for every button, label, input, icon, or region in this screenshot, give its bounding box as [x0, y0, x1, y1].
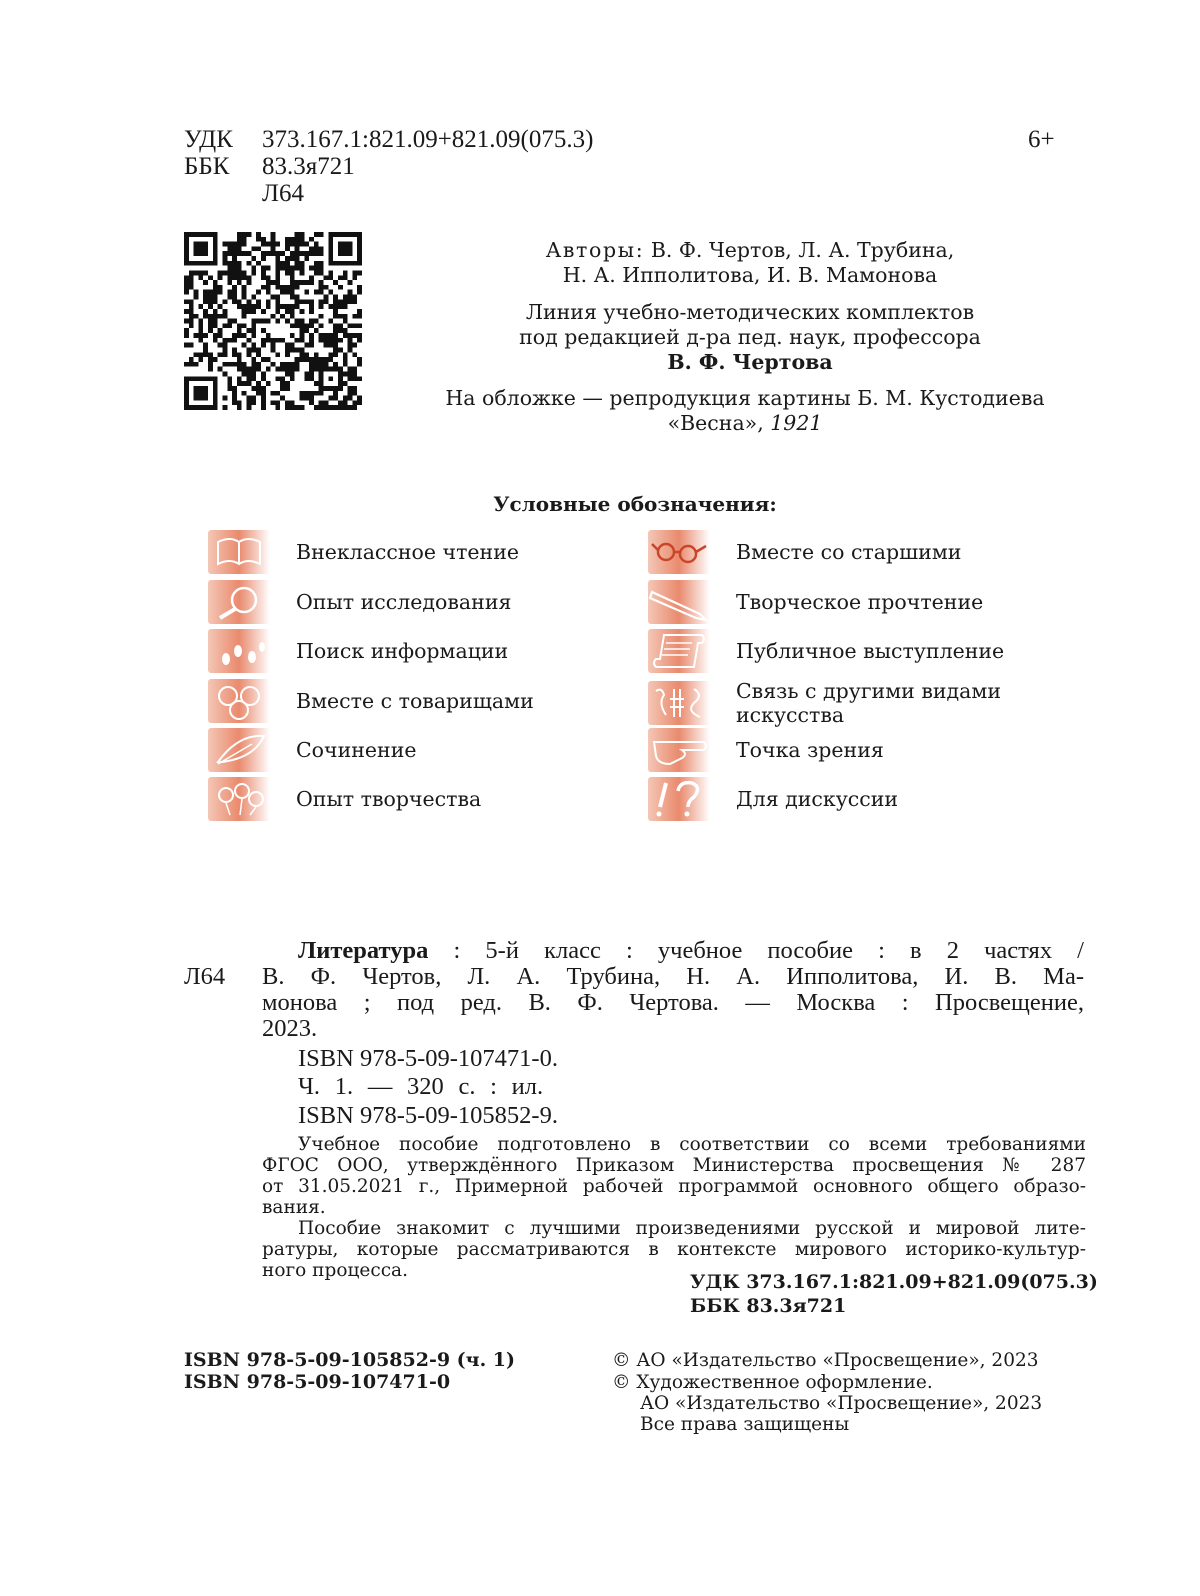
legend-item	[648, 679, 1088, 727]
legend-item-label: Творческое прочтение	[736, 590, 984, 614]
authors-label: Авторы:	[545, 238, 645, 262]
cover-painting: «Весна»,	[667, 411, 764, 435]
legend-item-label: Опыт творчества	[296, 787, 482, 811]
catalog-bbk: ББК 83.3я721	[690, 1295, 847, 1317]
magnifier-icon	[208, 580, 270, 624]
footer-copyright-2: © Художественное оформление.	[612, 1372, 933, 1393]
catalog-line-2: В. Ф. Чертов, Л. А. Трубина, Н. А. Ипполитова, И. В. Ма-	[262, 963, 1084, 990]
scroll-icon	[648, 629, 710, 673]
catalog-isbn-set: ISBN 978-5-09-107471-0.	[298, 1045, 558, 1072]
legend-item-label: Точка зрения	[736, 738, 884, 762]
legend-item	[648, 629, 1088, 673]
pointing-hand-icon	[648, 728, 710, 772]
legend-item	[648, 777, 1088, 821]
footer-isbn-set: ISBN 978-5-09-107471-0	[184, 1371, 451, 1393]
legend-item-label: Связь с другими видами искусства	[736, 679, 1002, 727]
series-editor: В. Ф. Чертова	[667, 350, 833, 374]
flowers-icon	[208, 777, 270, 821]
series-line-1: Линия учебно-методических комплектов	[525, 300, 975, 324]
footer-rights: Все права защищены	[640, 1414, 850, 1435]
legend-item	[208, 679, 648, 723]
legend-item-label: Для дискуссии	[736, 787, 899, 811]
note-2-line-1: Пособие знакомит с лучшими произведениями русской и мировой лите-	[298, 1218, 1086, 1239]
quill-icon	[208, 728, 270, 772]
udk-label: УДК	[184, 126, 233, 153]
exclamation-question-icon	[648, 777, 710, 821]
legend-item-label: Вместе с товарищами	[296, 689, 534, 713]
legend-title: Условные обозначения:	[493, 492, 777, 516]
legend-item-label: Сочинение	[296, 738, 417, 762]
open-book-icon	[208, 530, 270, 574]
authors-names-1: В. Ф. Чертов, Л. А. Трубина,	[650, 238, 955, 262]
authors-block	[420, 238, 1080, 288]
footer-copyright-3: АО «Издательство «Просвещение», 2023	[640, 1393, 1043, 1414]
cover-line-2	[400, 411, 1090, 436]
catalog-line-1-rest: : 5-й класс : учебное пособие : в 2 частях /	[453, 937, 1084, 964]
legend-item-label: Вместе со старшими	[736, 540, 962, 564]
note-2-line-2: ратуры, которые рассматриваются в контексте мирового историко-культур-	[262, 1239, 1086, 1260]
pencil-icon	[648, 580, 710, 624]
catalog-title: Литература	[298, 937, 429, 964]
catalog-line-3: монова ; под ред. В. Ф. Чертова. — Москва : Просвещение,	[262, 989, 1084, 1016]
legend-item	[208, 777, 648, 821]
footer-isbn-part: ISBN 978-5-09-105852-9 (ч. 1)	[184, 1349, 516, 1371]
legend-item	[208, 728, 648, 772]
authors-line-2: Н. А. Ипполитова, И. В. Мамонова	[562, 263, 938, 287]
cover-year: 1921	[770, 411, 823, 435]
catalog-udk: УДК 373.167.1:821.09+821.09(075.3)	[690, 1271, 1098, 1293]
legend-item	[648, 580, 1088, 624]
footer-copyright-1: © АО «Издательство «Просвещение», 2023	[612, 1350, 1039, 1371]
catalog-line-4: 2023.	[262, 1015, 318, 1042]
note-1-line-4: вания.	[262, 1197, 326, 1218]
children-faces-icon	[208, 679, 270, 723]
bbk-value: 83.3я721	[262, 153, 355, 180]
legend-item-label: Публичное выступление	[736, 639, 1005, 663]
glasses-icon	[648, 530, 710, 574]
catalog-isbn-part: ISBN 978-5-09-105852-9.	[298, 1102, 558, 1129]
catalog-line-1	[298, 938, 1084, 965]
cover-line-1: На обложке — репродукция картины Б. М. Кустодиева	[445, 386, 1045, 410]
legend-item-label: Внеклассное чтение	[296, 540, 520, 564]
catalog-mark: Л64	[184, 963, 226, 990]
authors-line-1	[420, 238, 1080, 263]
author-mark: Л64	[262, 180, 304, 207]
note-1-line-1: Учебное пособие подготовлено в соответствии со всеми требованиями	[298, 1134, 1086, 1155]
arts-icon	[648, 681, 710, 725]
note-1-line-2: ФГОС ООО, утверждённого Приказом Министерства просвещения № 287	[262, 1155, 1086, 1176]
series-block	[420, 300, 1080, 375]
footprints-icon	[208, 629, 270, 673]
legend-item-label: Опыт исследования	[296, 590, 512, 614]
bbk-line	[184, 153, 355, 180]
cover-block	[400, 386, 1090, 436]
udk-value: 373.167.1:821.09+821.09(075.3)	[262, 126, 594, 153]
legend-item	[208, 629, 648, 673]
catalog-part: Ч. 1. — 320 с. : ил.	[298, 1073, 544, 1100]
legend-item-label: Поиск информации	[296, 639, 509, 663]
legend-item	[648, 728, 1088, 772]
note-2-line-3: ного процесса.	[262, 1260, 408, 1281]
note-1-line-3: от 31.05.2021 г., Примерной рабочей программой основного общего образо-	[262, 1176, 1086, 1197]
udk-line	[184, 126, 593, 153]
series-line-2: под редакцией д-ра пед. наук, профессора	[519, 325, 981, 349]
qr-code	[184, 232, 362, 410]
legend-item	[208, 530, 648, 574]
legend-item	[648, 530, 1088, 574]
legend-item	[208, 580, 648, 624]
age-rating: 6+	[1028, 126, 1055, 153]
bbk-label: ББК	[184, 153, 230, 180]
